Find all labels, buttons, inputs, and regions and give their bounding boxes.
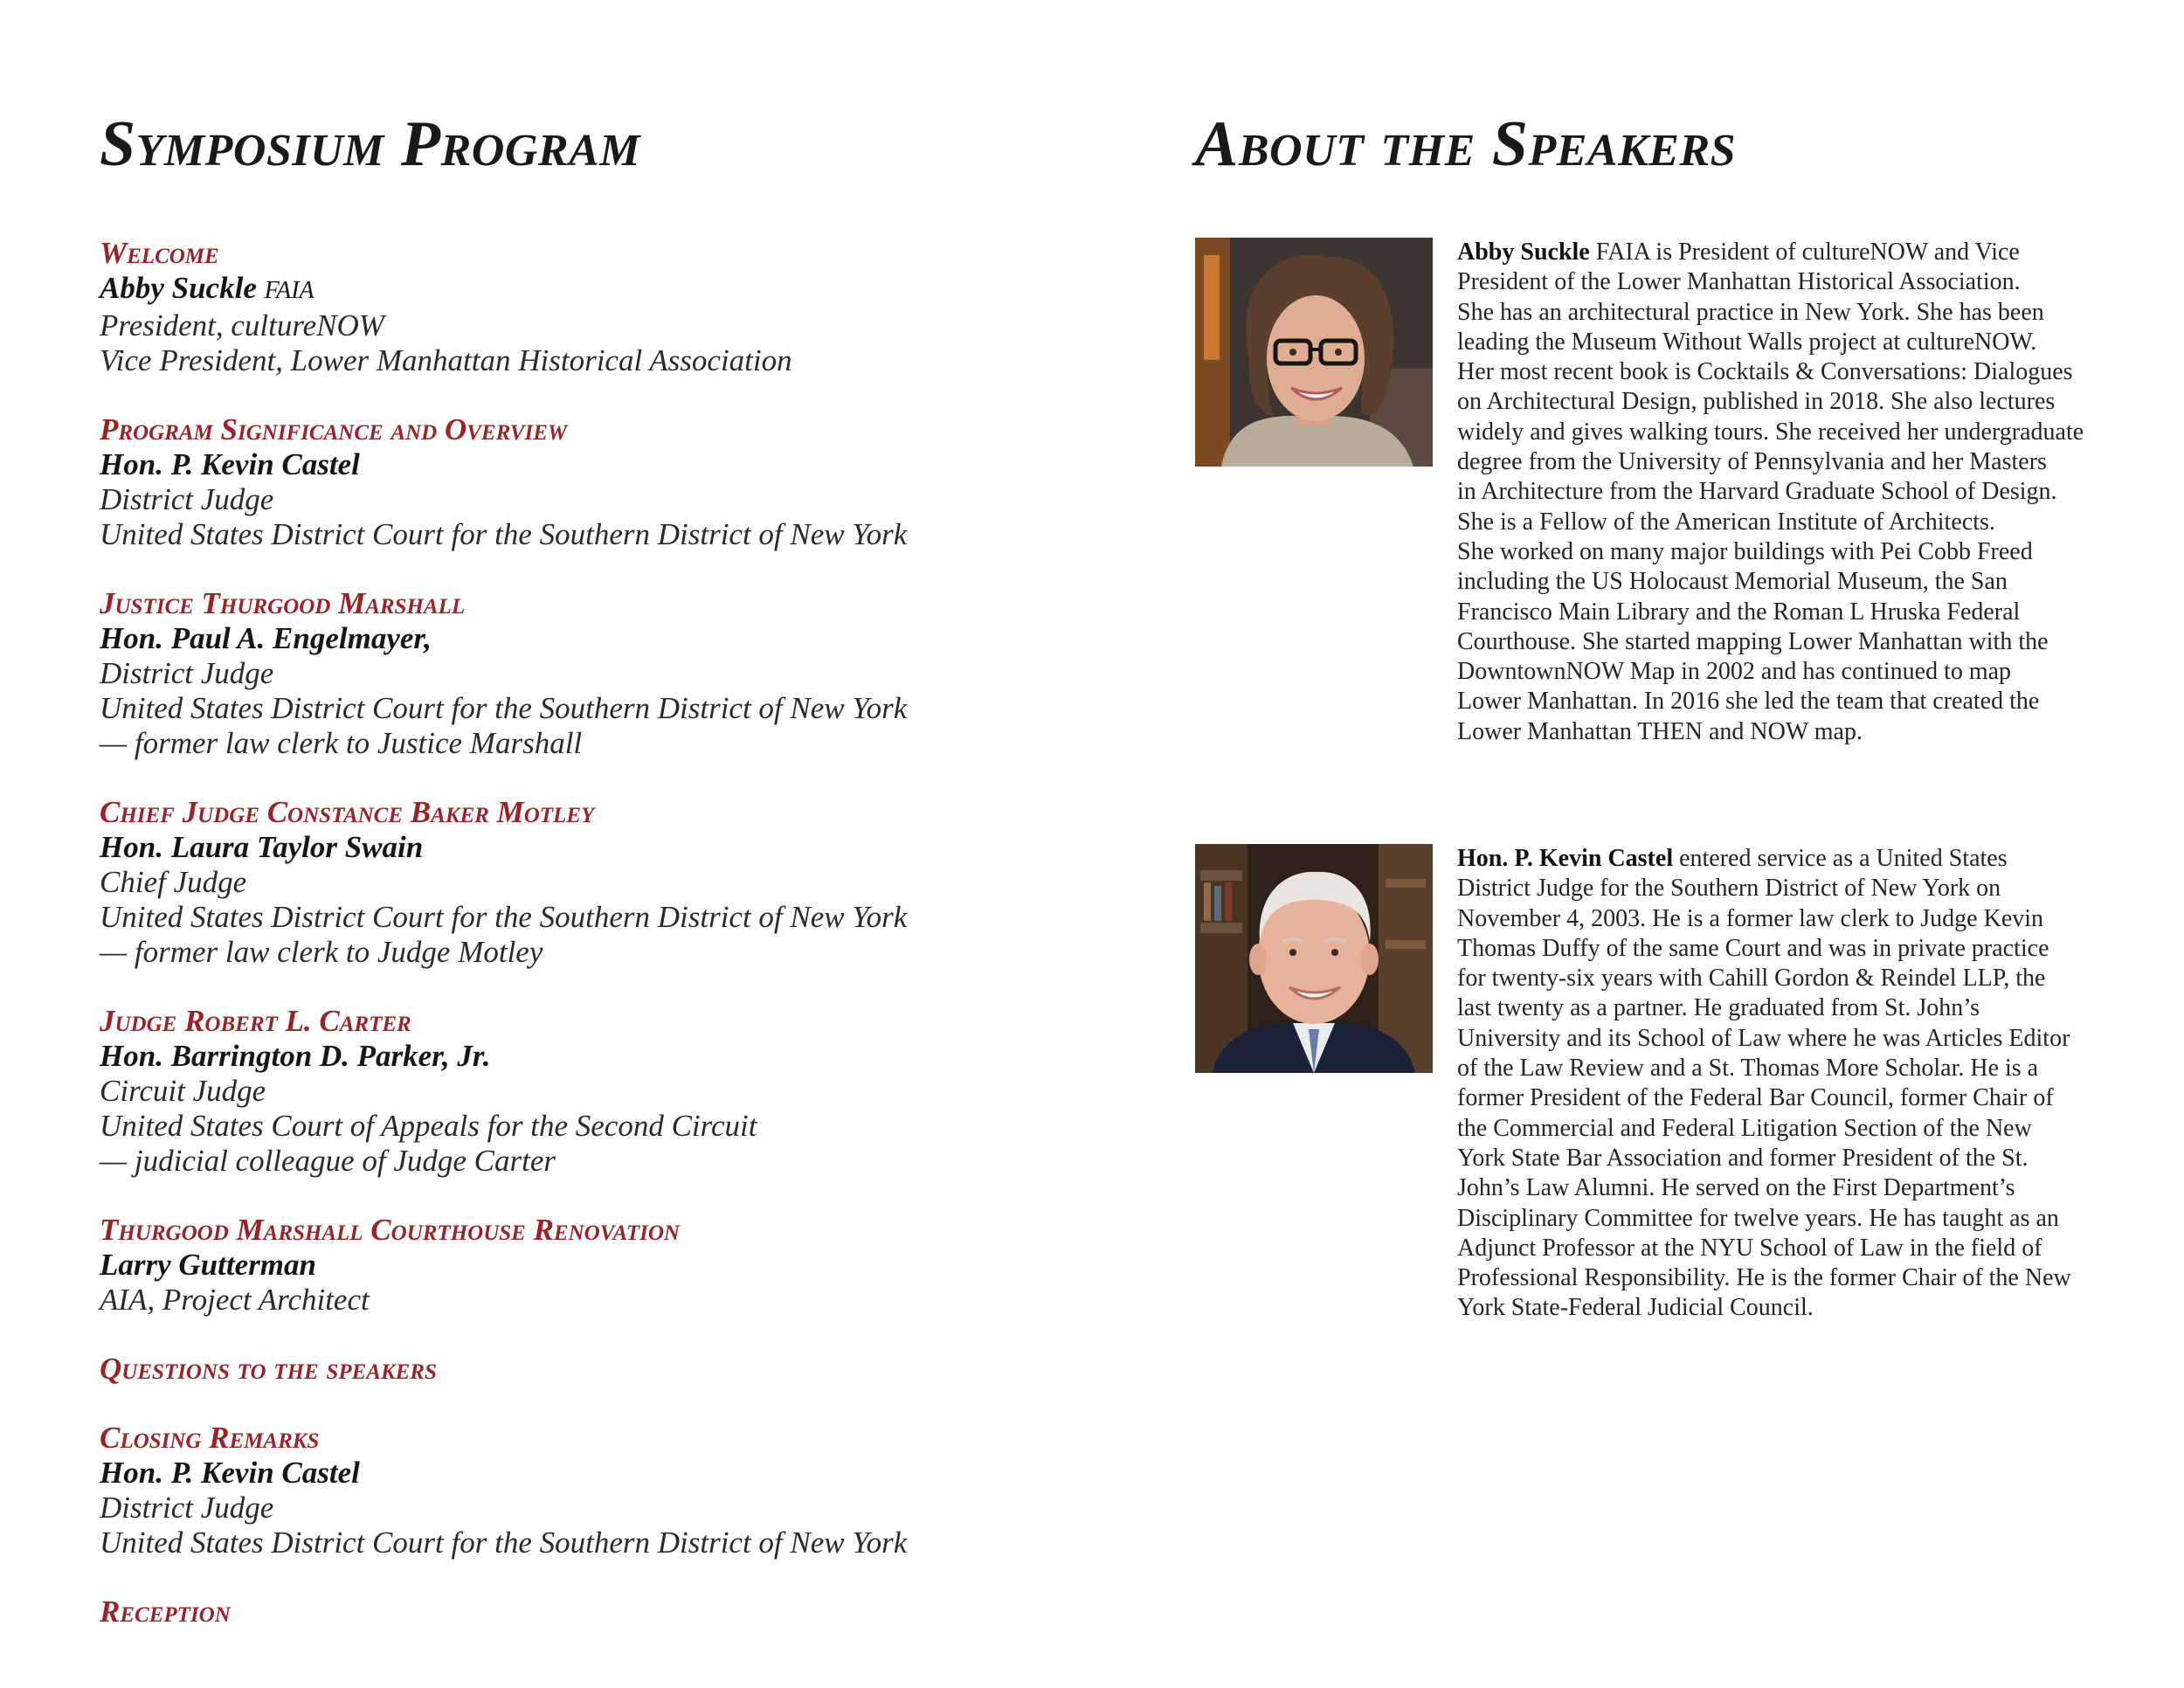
bio-name: Abby Suckle (1457, 239, 1590, 266)
speaker-role: United States District Court for the Southern District of New York (100, 517, 908, 551)
bio-name: Hon. P. Kevin Castel (1457, 845, 1674, 872)
program-section-motley (100, 795, 1104, 970)
speaker-role: — judicial colleague of Judge Carter (100, 1144, 556, 1178)
bio-line: the Commercial and Federal Litigation Section of the New (1457, 1114, 2032, 1142)
bio-line: John’s Law Alumni. He served on the First Department’s (1457, 1174, 2015, 1202)
bio-line: Disciplinary Committee for twelve years. He has taught as an (1457, 1204, 2059, 1232)
speaker-role: Vice President, Lower Manhattan Historical Association (100, 343, 792, 377)
bio-line: former President of the Federal Bar Council, former Chair of (1457, 1084, 2054, 1112)
bio-line: She is a Fellow of the American Institute of Architects. (1457, 508, 1995, 536)
speakers-heading: About the Speakers (1195, 108, 1737, 180)
program-section-closing (100, 1421, 1104, 1560)
bio-line: She worked on many major buildings with Pei Cobb Freed (1457, 537, 2033, 565)
bio-text (1457, 238, 2121, 747)
speaker-name: Abby Suckle FAIA (100, 271, 314, 305)
section-title: Chief Judge Constance Baker Motley (100, 795, 595, 829)
bio-line: for twenty-six years with Cahill Gordon & Reindel LLP, the (1457, 965, 2046, 993)
speaker-photo-castel (1195, 844, 1433, 1073)
speaker-role: District Judge (100, 482, 274, 516)
bio-line: Courthouse. She started mapping Lower Manhattan with the (1457, 627, 2049, 655)
bio-line: last twenty as a partner. He graduated from St. John’s (1457, 994, 1980, 1022)
bio-line: Abby Suckle FAIA is President of cultureNOW and Vice (1457, 239, 2020, 266)
bio-line: degree from the University of Pennsylvania and her Masters (1457, 448, 2047, 476)
speaker-name: Larry Gutterman (100, 1248, 316, 1282)
section-title: Welcome (100, 236, 219, 270)
speaker-name: Hon. Paul A. Engelmayer, (100, 621, 432, 655)
bio-text (1457, 844, 2121, 1324)
speaker-name: Hon. P. Kevin Castel (100, 1456, 360, 1490)
speaker-role: United States District Court for the Southern District of New York (100, 900, 908, 934)
bio-line: Professional Responsibility. He is the former Chair of the New (1457, 1264, 2071, 1292)
bio-line: on Architectural Design, published in 2018. She also lectures (1457, 388, 2056, 416)
speaker-role: United States District Court for the Southern District of New York (100, 691, 908, 725)
speaker-role: District Judge (100, 1491, 274, 1525)
bio-line: She has an architectural practice in New York. She has been (1457, 298, 2044, 326)
program-list (100, 236, 1104, 1664)
bio-line: Lower Manhattan. In 2016 she led the team that created the (1457, 688, 2040, 716)
program-section-reception (100, 1595, 1104, 1629)
bio-line: November 4, 2003. He is a former law clerk to Judge Kevin (1457, 904, 2044, 932)
program-section-welcome (100, 236, 1104, 378)
bio-line: District Judge for the Southern District of New York on (1457, 875, 2001, 903)
bio-line: widely and gives walking tours. She received her undergraduate (1457, 418, 2084, 446)
speaker-role: AIA, Project Architect (100, 1283, 370, 1317)
bio-line: in Architecture from the Harvard Graduate School of Design. (1457, 478, 2057, 506)
bio-line: President of the Lower Manhattan Historical Association. (1457, 268, 2021, 296)
bio-line: Lower Manhattan THEN and NOW map. (1457, 717, 1863, 745)
bio-line: Hon. P. Kevin Castel entered service as a United States (1457, 845, 2008, 872)
speaker-name: Hon. Laura Taylor Swain (100, 830, 424, 864)
section-title: Closing Remarks (100, 1421, 320, 1455)
section-title: Justice Thurgood Marshall (100, 586, 466, 620)
speaker-role: Chief Judge (100, 865, 247, 899)
program-section-overview (100, 412, 1104, 552)
bio-line: Adjunct Professor at the NYU School of Law in the field of (1457, 1234, 2042, 1262)
bio-line: Francisco Main Library and the Roman L Hruska Federal (1457, 598, 2021, 626)
speaker-role: District Judge (100, 656, 274, 690)
name-suffix: FAIA (264, 277, 314, 304)
program-section-questions (100, 1352, 1104, 1387)
program-section-carter (100, 1004, 1104, 1179)
bio-line: including the US Holocaust Memorial Museum, the San (1457, 568, 2008, 596)
bio-line: DowntownNOW Map in 2002 and has continued to map (1457, 658, 2012, 686)
section-title: Reception (100, 1595, 231, 1629)
section-title: Questions to the speakers (100, 1352, 437, 1386)
bio-line: York State Bar Association and former President of the St. (1457, 1144, 2028, 1172)
speaker-name: Hon. P. Kevin Castel (100, 447, 360, 481)
speaker-role: United States District Court for the Southern District of New York (100, 1525, 908, 1560)
speaker-role: President, cultureNOW (100, 308, 384, 342)
speaker-role: Circuit Judge (100, 1074, 266, 1108)
speaker-photo-suckle (1195, 238, 1433, 467)
speaker-role: United States Court of Appeals for the Second Circuit (100, 1109, 757, 1143)
program-section-renovation (100, 1213, 1104, 1318)
program-heading: Symposium Program (100, 108, 641, 180)
bio-line: York State-Federal Judicial Council. (1457, 1294, 1814, 1322)
bio-line: leading the Museum Without Walls project at cultureNOW. (1457, 328, 2037, 356)
speaker-role: — former law clerk to Justice Marshall (100, 726, 583, 760)
bio-line: Her most recent book is Cocktails & Conversations: Dialogues (1457, 358, 2073, 386)
speaker-role: — former law clerk to Judge Motley (100, 935, 543, 969)
section-title: Program Significance and Overview (100, 412, 568, 446)
section-title: Thurgood Marshall Courthouse Renovation (100, 1213, 680, 1247)
bio-line: University and its School of Law where he was Articles Editor (1457, 1024, 2070, 1052)
section-title: Judge Robert L. Carter (100, 1004, 411, 1038)
bio-line: of the Law Review and a St. Thomas More Scholar. He is a (1457, 1055, 2039, 1083)
bio-line: Thomas Duffy of the same Court and was in private practice (1457, 934, 2049, 962)
program-section-marshall (100, 586, 1104, 761)
speaker-name: Hon. Barrington D. Parker, Jr. (100, 1039, 491, 1073)
